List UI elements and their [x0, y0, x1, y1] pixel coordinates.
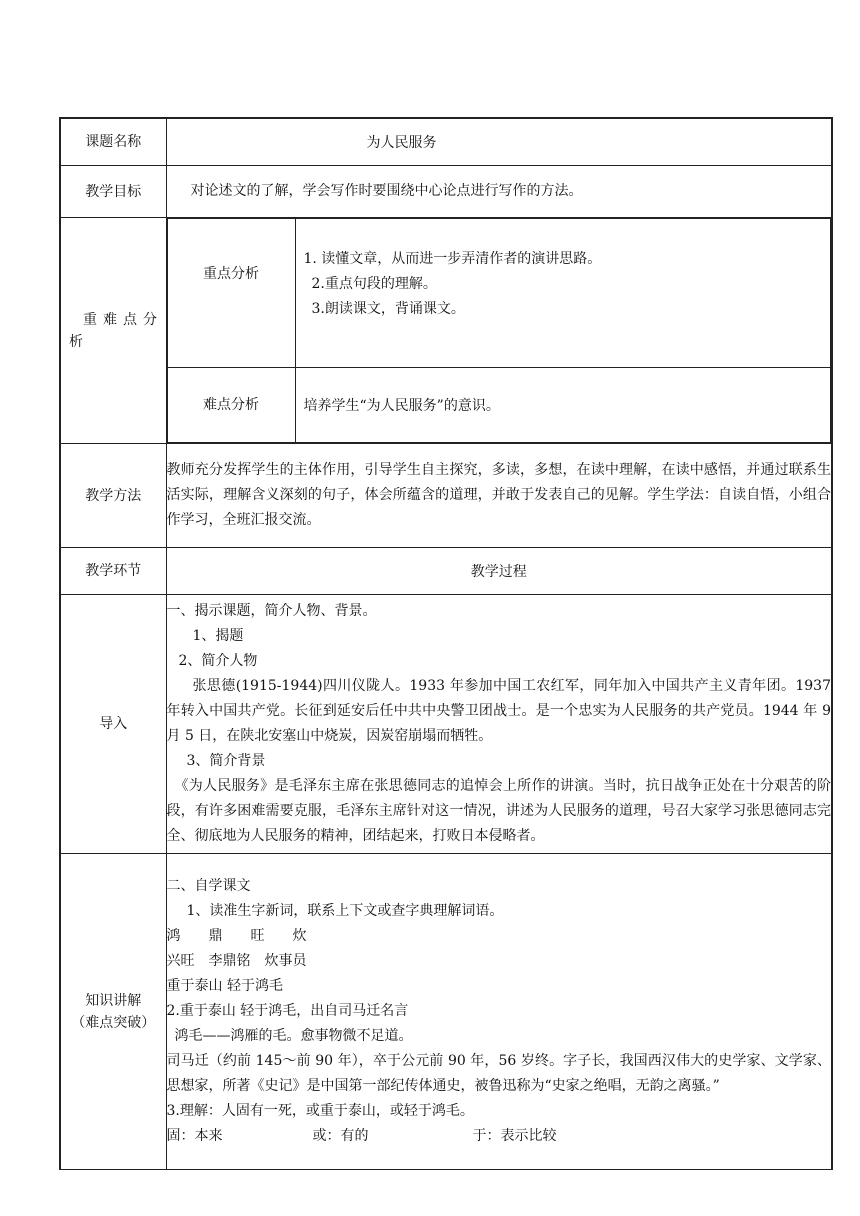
teaching-method-value: 教师充分发挥学生的主体作用，引导学生自主探究，多读，多想，在读中理解，在读中感悟，并通过联系生活实际，理解含义深刻的句子，体会所蕴含的道理，并敢于发表自己的见解。学生学法：自读自悟，小组合作学习，全班汇报交流。	[166, 444, 832, 548]
key-point-1: 1. 读懂文章，从而进一步弄清作者的演讲思路。	[303, 251, 602, 267]
knowledge-label-line2: （难点突破）	[71, 1014, 156, 1031]
knowledge-paragraph-sima: 司马迁（约前 145～前 90 年），卒于公元前 90 年，56 岁终。字子长，我国西汉伟大的史学家、文学家、思想家，所著《史记》是中国第一部纪传体通史，被鲁迅称为“史家之绝唱，无韵之离骚。”	[166, 1053, 831, 1094]
row-knowledge	[60, 854, 832, 1170]
intro-paragraph-zhang: 张思德(1915-1944)四川仪陇人。1933 年参加中国工农红军，同年加入中国共产主义青年团。1937 年转入中国共产党。长征到延安后任中共中央警卫团战士。是一个忠实为人民服务的共产党员。1944 年 9 月 5 日，在陕北安塞山中烧炭，因炭窑崩塌而牺牲。	[166, 678, 831, 744]
key-point-2: 2.重点句段的理解。	[311, 276, 437, 292]
row-introduction	[60, 595, 832, 854]
teaching-step-label: 教学环节	[60, 548, 166, 595]
knowledge-line-3: 鸿 鼎 旺 炊	[166, 928, 307, 944]
introduction-content	[166, 595, 832, 854]
gloss-huo: 或：有的	[312, 1128, 369, 1144]
knowledge-label	[60, 854, 166, 1170]
teaching-goal-label: 教学目标	[60, 166, 166, 218]
knowledge-line-9: 3.理解：人固有一死，或重于泰山，或轻于鸿毛。	[166, 1103, 474, 1119]
knowledge-line-7: 鸿毛——鸿雁的毛。愈事物微不足道。	[174, 1028, 413, 1044]
row-key-points	[167, 219, 831, 368]
knowledge-label-line1: 知识讲解	[85, 992, 142, 1009]
teaching-process-label: 教学过程	[166, 548, 832, 595]
teaching-method-label: 教学方法	[60, 444, 166, 548]
key-difficult-subtable	[167, 218, 832, 443]
knowledge-line-6: 2.重于泰山 轻于鸿毛，出自司马迁名言	[166, 1003, 409, 1019]
key-points-label: 重点分析	[167, 219, 295, 368]
lesson-plan-table	[59, 117, 833, 1170]
key-difficult-label	[60, 218, 166, 444]
intro-line-2: 1、揭题	[192, 628, 244, 644]
key-point-3: 3.朗读课文，背诵课文。	[311, 301, 465, 317]
intro-paragraph-background: 《为人民服务》是毛泽东主席在张思德同志的追悼会上所作的讲演。当时，抗日战争正处在十分艰苦的阶段，有许多困难需要克服，毛泽东主席针对这一情况，讲述为人民服务的道理，号召大家学习张思德同志完全、彻底地为人民服务的精神，团结起来，打败日本侵略者。	[166, 778, 831, 844]
key-difficult-label-line1: 重难点分	[83, 311, 163, 328]
key-difficult-label-line2: 析	[69, 333, 83, 350]
gloss-gu: 固：本来	[166, 1128, 223, 1144]
teaching-goal-value	[166, 166, 832, 218]
row-teaching-goal	[60, 166, 832, 218]
knowledge-line-2: 1、读准生字新词，联系上下文或查字典理解词语。	[186, 903, 504, 919]
lesson-title-value	[166, 118, 832, 166]
knowledge-content	[166, 854, 832, 1170]
knowledge-line-1: 二、自学课文	[166, 878, 251, 894]
gloss-yu: 于：表示比较	[472, 1128, 557, 1144]
row-key-difficult	[60, 218, 832, 444]
row-lesson-title	[60, 118, 832, 166]
key-difficult-cell	[166, 218, 832, 444]
row-teaching-step	[60, 548, 832, 595]
gloss-row	[167, 1124, 832, 1149]
lesson-title-label: 课题名称	[60, 118, 166, 166]
teaching-goal-text: 对论述文的了解，学会写作时要围绕中心论点进行写作的方法。	[190, 183, 583, 199]
key-points-list	[295, 219, 831, 368]
difficult-points-value: 培养学生“为人民服务”的意识。	[295, 368, 831, 443]
knowledge-line-4: 兴旺 李鼎铭 炊事员	[166, 953, 307, 969]
difficult-points-label: 难点分析	[167, 368, 295, 443]
row-teaching-method	[60, 444, 832, 548]
knowledge-line-5: 重于泰山 轻于鸿毛	[166, 978, 283, 994]
row-difficult-points	[167, 368, 831, 443]
intro-line-5: 3、简介背景	[186, 753, 266, 769]
intro-line-1: 一、揭示课题，简介人物、背景。	[166, 603, 377, 619]
lesson-title-text: 为人民服务	[366, 135, 437, 151]
intro-line-3: 2、简介人物	[178, 653, 258, 669]
introduction-label: 导入	[60, 595, 166, 854]
